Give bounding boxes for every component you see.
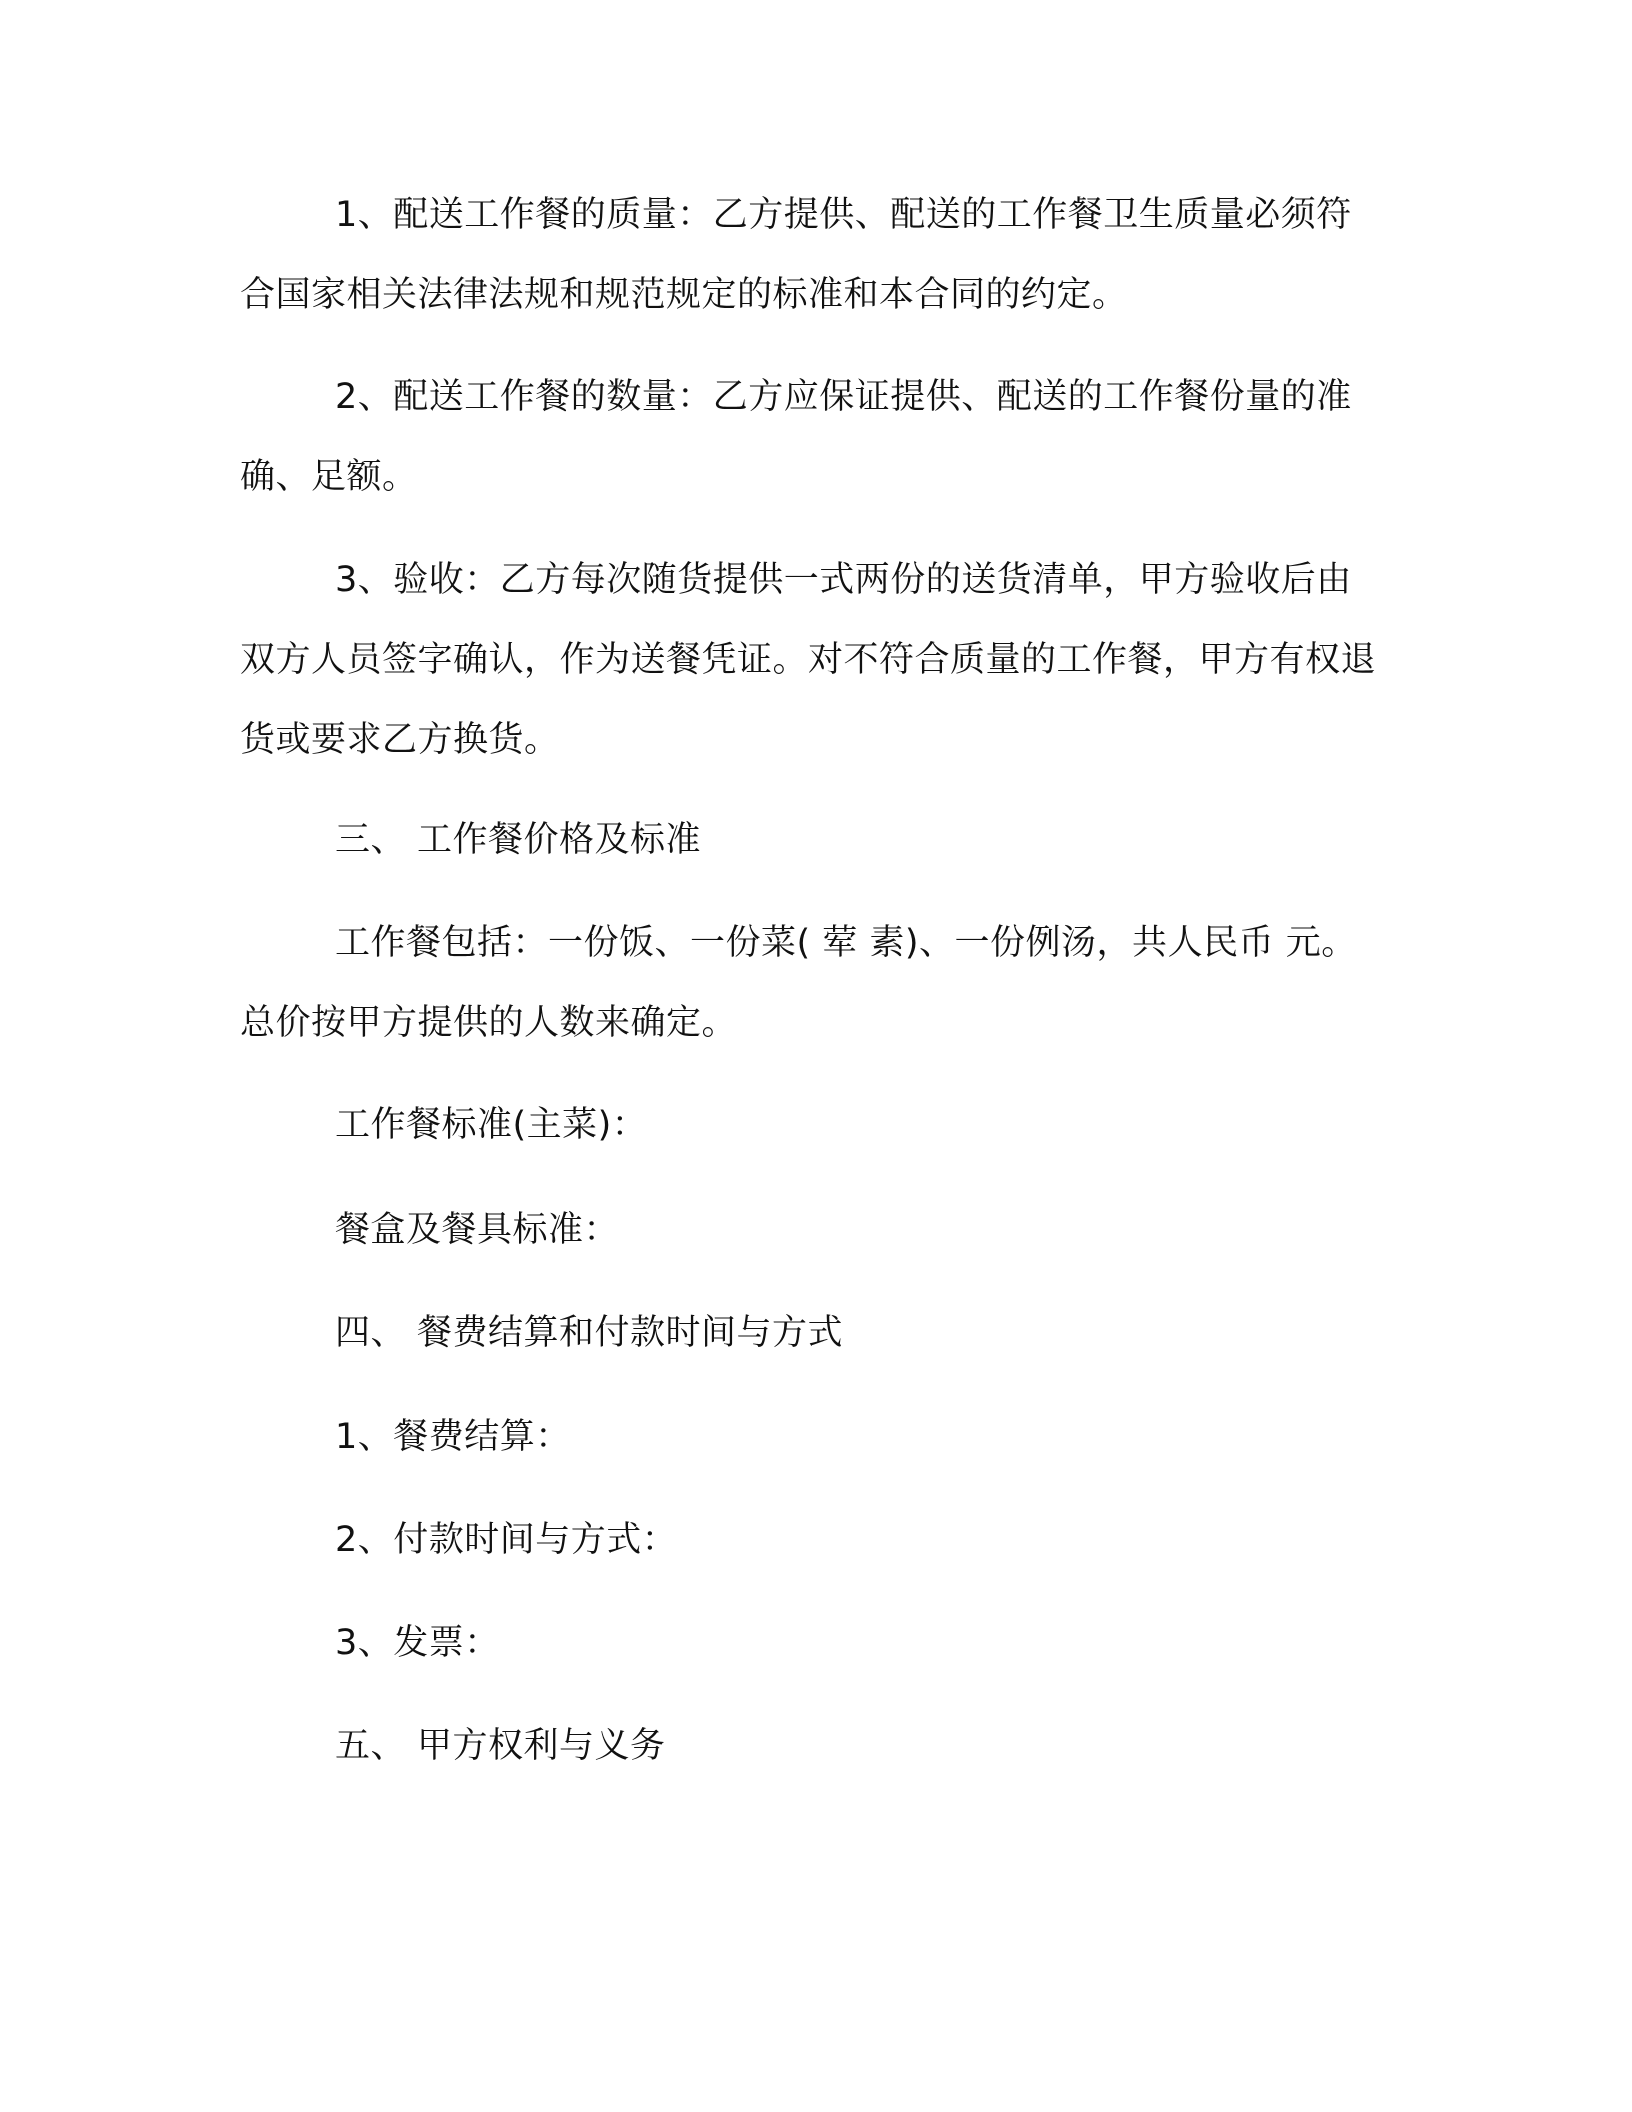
section-heading-4 xyxy=(335,1293,843,1373)
section-heading-5 xyxy=(335,1706,666,1786)
clause-quality: 1、配送工作餐的质量：乙方提供、配送的工作餐卫生质量必须符合国家相关法律法规和规范规定的标准和本合同的约定。 xyxy=(240,195,1352,315)
meal-includes-paragraph: 工作餐包括：一份饭、一份菜( 荤 素)、一份例汤，共人民币 元。总价按甲方提供的人数来确定。 xyxy=(240,923,1357,1043)
invoice-line: 3、发票： xyxy=(335,1623,500,1663)
box-standard-line: 餐盒及餐具标准： xyxy=(335,1210,620,1250)
clause-quantity: 2、配送工作餐的数量：乙方应保证提供、配送的工作餐份量的准确、足额。 xyxy=(240,377,1352,497)
clause-acceptance: 3、验收：乙方每次随货提供一式两份的送货清单，甲方验收后由双方人员签字确认，作为送餐凭证。对不符合质量的工作餐，甲方有权退货或要求乙方换货。 xyxy=(240,560,1377,760)
section-heading-3 xyxy=(335,800,701,880)
meal-standard-line: 工作餐标准(主菜)： xyxy=(335,1105,648,1145)
section-number: 三、 xyxy=(335,820,407,860)
payment-line: 2、付款时间与方式： xyxy=(335,1520,678,1560)
section-title: 甲方权利与义务 xyxy=(417,1726,666,1766)
section-number: 四、 xyxy=(335,1313,407,1353)
section-title: 工作餐价格及标准 xyxy=(417,820,702,860)
section-number: 五、 xyxy=(335,1726,407,1766)
settlement-line: 1、餐费结算： xyxy=(335,1417,571,1457)
section-title: 餐费结算和付款时间与方式 xyxy=(417,1313,844,1353)
